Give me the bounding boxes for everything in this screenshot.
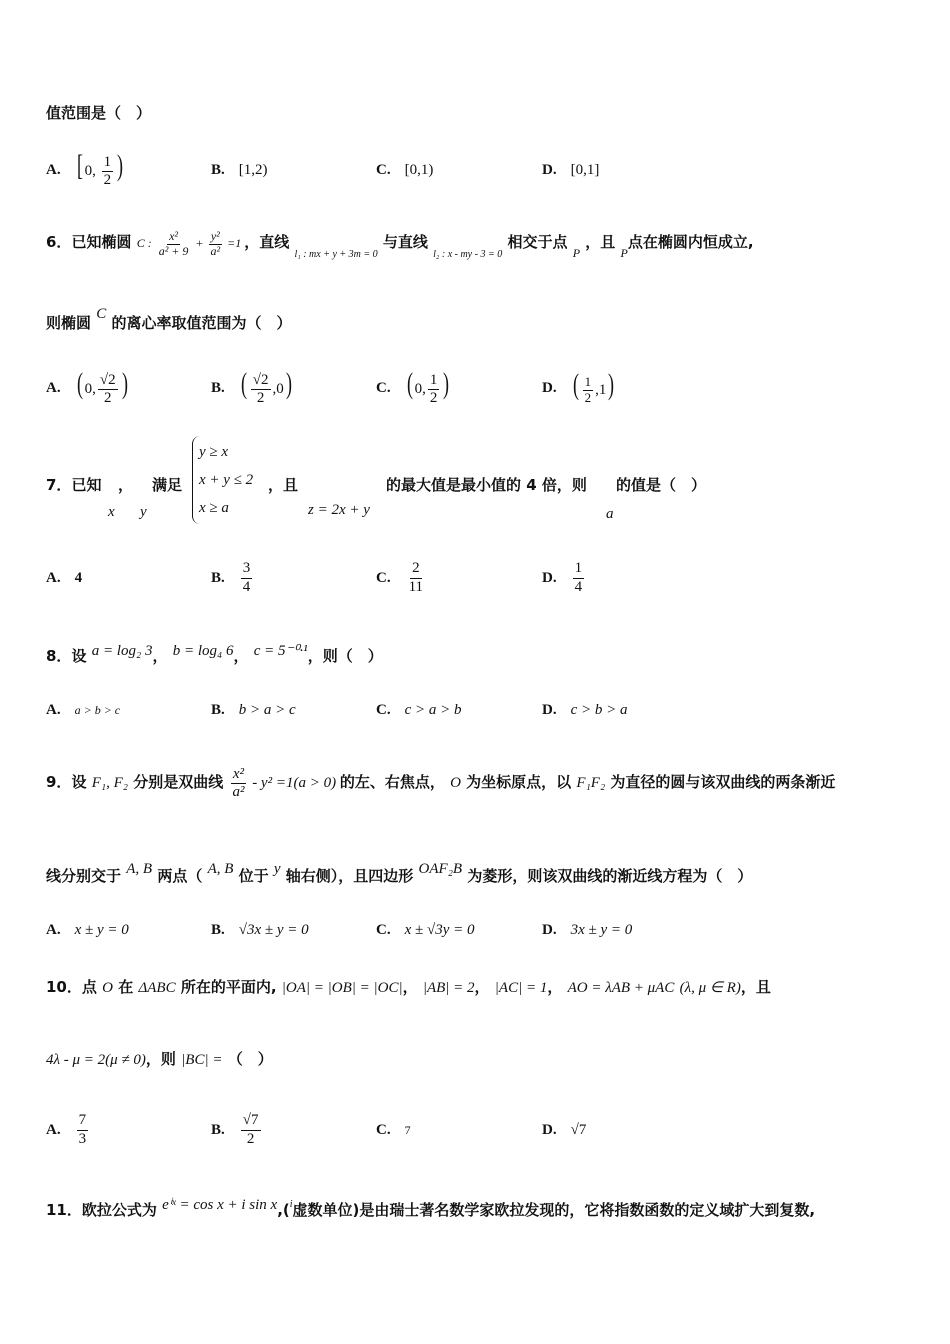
option-c-value: c > a > b <box>404 701 462 718</box>
option-a-value: $\frac{7}{3}$ <box>78 1112 87 1147</box>
option-b-value: √3x ± y = 0 <box>238 921 309 938</box>
ellipse-equation: C : $\frac{\text{x²}}{\text{a² + 9}}$ + $\frac{\text{y²}}{\text{a²}}$ =1 <box>136 228 245 258</box>
option-c-value: ( 0, $\frac{1}{2}$ ) <box>406 366 450 406</box>
option-d: D. c > b > a <box>542 701 628 718</box>
option-b-value: [1,2) <box>238 161 268 178</box>
option-d: D. [0,1] <box>542 161 600 178</box>
option-d: D. ( $\frac{1}{2}$ ,1) <box>542 368 615 406</box>
option-a: A. $\frac{7}{3}$ <box>46 1112 87 1147</box>
question-7-stem: 7．已知 x ， y 满足 y ≥ x x + y ≤ 2 x ≥ a ，且 z = 2x + y 的最大值是最小值的 4 倍，则 a 的值是（ ） <box>46 436 910 526</box>
option-a-value: [ 0, $\frac{1}{2}$ ) <box>76 148 124 188</box>
option-d: D. √7 <box>542 1121 587 1138</box>
constraint-system: y ≥ x x + y ≤ 2 x ≥ a <box>192 436 259 524</box>
option-c-value: $\frac{2}{11}$ <box>408 560 424 595</box>
question-6-options <box>46 358 926 418</box>
option-b-value: $\frac{3}{4}$ <box>242 560 251 595</box>
question-9-stem-line2: 线分别交于 A, B 两点（ A, B 位于 y 轴右侧），且四边形 OAF₂B 为菱形，则该双曲线的渐近线方程为（ ） <box>46 861 753 885</box>
value-b-definition: b = log₄ 6 <box>172 643 234 659</box>
vector-equation: AO = λAB + μAC <box>567 980 675 996</box>
option-d-value: $\frac{1}{4}$ <box>574 560 583 595</box>
option-a: A. ( 0, $\frac{√2}{2}$ ) <box>46 366 128 406</box>
question-10-options <box>46 1100 926 1160</box>
equal-lengths-condition: |OA| = |OB| = |OC| <box>281 980 403 996</box>
question-10-stem-line2: 4λ - μ = 2(μ ≠ 0)，则 |BC| = （ ） <box>46 1050 273 1068</box>
option-b: B. ( $\frac{√2}{2}$ ,0) <box>211 366 292 406</box>
option-c-value: [0,1) <box>404 161 434 178</box>
option-d-value: c > b > a <box>570 701 628 718</box>
option-b-value: b > a > c <box>238 701 296 718</box>
option-a-value: 4 <box>74 569 83 586</box>
question-5-stem-tail: 值范围是（ ） <box>46 104 152 122</box>
option-c-value: x ± √3y = 0 <box>404 921 475 938</box>
question-9-stem-line1: 9．设 F₁, F₂ 分别是双曲线 $\frac{\text{x²}}{\text{a²}}$ - y² =1(a > 0) 的左、右焦点， O 为坐标原点，以 F₁F₂ 为直径的圆与该双曲线的两条渐近 <box>46 765 836 801</box>
option-a: A. [ 0, $\frac{1}{2}$ ) <box>46 148 124 188</box>
question-7-options <box>46 548 926 608</box>
line-l1-equation: l₁ : mx + y + 3m = 0 <box>294 249 378 260</box>
option-a-value: x ± y = 0 <box>74 921 129 938</box>
value-a-definition: a = log₂ 3 <box>91 643 153 659</box>
option-a-value: a > b > c <box>74 702 121 717</box>
option-d: D. 3x ± y = 0 <box>542 921 633 938</box>
question-6-stem-line1: 6．已知椭圆 C : $\frac{\text{x²}}{\text{a² + 9}}$ + $\frac{\text{y²}}{\text{a²}}$ =1 ，直线 $_{l_1 : mx + y + 3m = 0}$ 与直线 $_{l_2 : x - my - 3 = 0}$ 相交于点 $_P$ ，且 $_P$点在椭圆内恒成立, <box>46 228 754 260</box>
option-b: B. $\frac{√7}{2}$ <box>211 1112 259 1147</box>
question-6-stem-line2: 则椭圆 C 的离心率取值范围为（ ） <box>46 306 292 332</box>
question-8-stem: 8．设 a = log₂ 3， b = log₄ 6， c = 5⁻⁰·¹，则（ ） <box>46 643 383 665</box>
value-c-definition: c = 5⁻⁰·¹ <box>253 643 308 659</box>
option-c: C. $\frac{2}{11}$ <box>376 560 424 595</box>
option-d: D. $\frac{1}{4}$ <box>542 560 583 595</box>
option-c: C. x ± √3y = 0 <box>376 921 475 938</box>
bc-length-expression: |BC| = <box>181 1052 223 1068</box>
option-c: C. c > a > b <box>376 701 462 718</box>
question-11-stem: 11．欧拉公式为 eⁱˣ = cos x + i sin x,($^i$虚数单位)是由瑞士著名数学家欧拉发现的，它将指数函数的定义域扩大到复数, <box>46 1197 816 1219</box>
question-10-stem-line1: 10．点 O 在 ΔABC 所在的平面内, |OA| = |OB| = |OC|， |AB| = 2， |AC| = 1， AO = λAB + μAC (λ, μ ∈ R)，且 <box>46 978 771 996</box>
question-9-options <box>46 900 926 960</box>
option-d-value: √7 <box>570 1121 587 1138</box>
option-a: A. x ± y = 0 <box>46 921 129 938</box>
option-d-value: ( $\frac{1}{2}$ ,1) <box>572 368 615 406</box>
option-d-value: [0,1] <box>570 161 600 178</box>
question-5-options <box>46 140 926 200</box>
hyperbola-equation: $\frac{\text{x²}}{\text{a²}}$ - y² =1(a > 0) <box>232 765 340 801</box>
question-8-options <box>46 680 926 740</box>
option-b: B. √3x ± y = 0 <box>211 921 309 938</box>
option-b: B. $\frac{3}{4}$ <box>211 560 251 595</box>
option-a-value: ( 0, $\frac{√2}{2}$ ) <box>76 366 128 406</box>
option-c: C. ( 0, $\frac{1}{2}$ ) <box>376 366 450 406</box>
option-b-value: ( $\frac{√2}{2}$ ,0) <box>240 366 292 406</box>
option-b: B. [1,2) <box>211 161 268 178</box>
line-l2-equation: l₂ : x - my - 3 = 0 <box>433 249 503 260</box>
euler-formula: eⁱˣ = cos x + i sin x <box>162 1197 278 1213</box>
option-b: B. b > a > c <box>211 701 296 718</box>
option-c: C. [0,1) <box>376 161 434 178</box>
option-a: A. 4 <box>46 569 83 586</box>
option-d-value: 3x ± y = 0 <box>570 921 633 938</box>
option-b-value: $\frac{√7}{2}$ <box>242 1112 259 1147</box>
option-c-value: 7 <box>404 1122 411 1137</box>
option-c: C. 7 <box>376 1121 411 1138</box>
option-a: A. a > b > c <box>46 701 121 718</box>
